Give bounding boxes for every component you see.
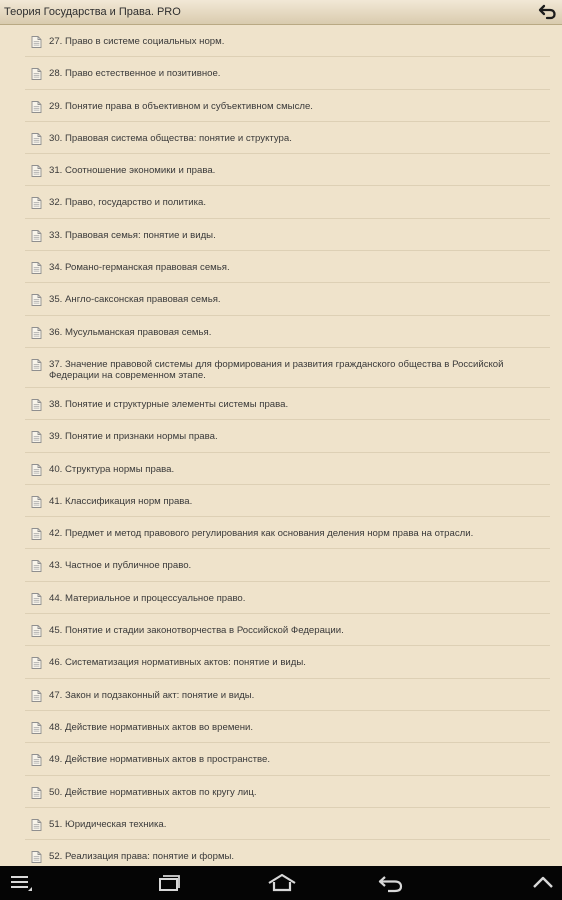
document-icon	[31, 496, 42, 508]
item-title: 39. Понятие и признаки нормы права.	[49, 431, 218, 443]
document-icon	[31, 690, 42, 702]
list-item[interactable]	[0, 122, 562, 154]
list-item[interactable]	[0, 316, 562, 348]
list-item[interactable]	[0, 25, 562, 57]
document-icon	[31, 165, 42, 177]
item-title: 31. Соотношение экономики и права.	[49, 165, 216, 177]
document-icon	[31, 101, 42, 113]
back-nav-button[interactable]	[376, 872, 406, 894]
item-title: 41. Классификация норм права.	[49, 495, 193, 507]
list-item[interactable]	[0, 582, 562, 614]
recent-apps-icon	[157, 872, 187, 894]
item-title: 48. Действие нормативных актов во времени.	[49, 721, 254, 733]
item-title: 49. Действие нормативных актов в пространстве.	[49, 754, 271, 766]
item-title: 34. Романо-германская правовая семья.	[49, 262, 230, 274]
list-item[interactable]	[0, 840, 562, 866]
document-icon	[31, 230, 42, 242]
hide-keyboard-button[interactable]	[531, 872, 555, 894]
list-item[interactable]	[0, 517, 562, 549]
item-title: 50. Действие нормативных актов по кругу лиц.	[49, 786, 257, 798]
item-title: 30. Правовая система общества: понятие и структура.	[49, 132, 292, 144]
back-icon	[376, 872, 406, 894]
list-item[interactable]	[0, 743, 562, 775]
document-icon	[31, 294, 42, 306]
list-item[interactable]	[0, 388, 562, 420]
list-item[interactable]	[0, 776, 562, 808]
list-item[interactable]	[0, 420, 562, 452]
item-title: 44. Материальное и процессуальное право.	[49, 592, 246, 604]
list-item[interactable]	[0, 90, 562, 122]
document-icon	[31, 819, 42, 831]
item-title: 32. Право, государство и политика.	[49, 197, 207, 209]
document-icon	[31, 464, 42, 476]
document-icon	[31, 197, 42, 209]
item-title: 36. Мусульманская правовая семья.	[49, 326, 212, 338]
list-item[interactable]	[0, 348, 562, 388]
item-title: 29. Понятие права в объективном и субъективном смысле.	[49, 100, 313, 112]
list-item[interactable]	[0, 283, 562, 315]
list-item[interactable]	[0, 154, 562, 186]
system-navigation-bar	[0, 866, 562, 900]
list-item[interactable]	[0, 251, 562, 283]
back-arrow-icon	[538, 3, 558, 21]
list-item[interactable]	[0, 808, 562, 840]
list-item[interactable]	[0, 186, 562, 218]
list-item[interactable]	[0, 549, 562, 581]
document-icon	[31, 657, 42, 669]
item-title: 52. Реализация права: понятие и формы.	[49, 851, 235, 863]
item-title: 40. Структура нормы права.	[49, 463, 175, 475]
document-icon	[31, 560, 42, 572]
document-icon	[31, 722, 42, 734]
item-title: 51. Юридическая техника.	[49, 818, 167, 830]
item-title: 43. Частное и публичное право.	[49, 560, 192, 572]
document-icon	[31, 528, 42, 540]
item-title: 33. Правовая семья: понятие и виды.	[49, 229, 216, 241]
menu-button[interactable]	[8, 872, 34, 894]
recent-apps-button[interactable]	[157, 872, 187, 894]
document-icon	[31, 399, 42, 411]
app-titlebar	[0, 0, 562, 25]
app-title: Теория Государства и Права. PRO	[4, 6, 181, 18]
home-button[interactable]	[266, 872, 298, 894]
list-item[interactable]	[0, 646, 562, 678]
document-icon	[31, 133, 42, 145]
list-item[interactable]	[0, 679, 562, 711]
item-title: 47. Закон и подзаконный акт: понятие и виды.	[49, 689, 255, 701]
document-icon	[31, 68, 42, 80]
document-icon	[31, 431, 42, 443]
list-item[interactable]	[0, 219, 562, 251]
document-icon	[31, 359, 42, 371]
document-icon	[31, 787, 42, 799]
list-item[interactable]	[0, 485, 562, 517]
item-title: 28. Право естественное и позитивное.	[49, 68, 221, 80]
list-item[interactable]	[0, 614, 562, 646]
home-icon	[266, 872, 298, 894]
item-title: 38. Понятие и структурные элементы системы права.	[49, 398, 289, 410]
list-item[interactable]	[0, 57, 562, 89]
document-icon	[31, 327, 42, 339]
chevron-up-icon	[531, 872, 555, 894]
item-title: 37. Значение правовой системы для формирования и развития гражданского общества в Российской Федерации на современном этапе.	[49, 358, 504, 381]
item-title: 27. Право в системе социальных норм.	[49, 36, 225, 47]
menu-icon	[8, 872, 34, 894]
list-item[interactable]	[0, 711, 562, 743]
document-icon	[31, 262, 42, 274]
document-icon	[31, 593, 42, 605]
list-item[interactable]	[0, 453, 562, 485]
item-title: 35. Англо-саксонская правовая семья.	[49, 294, 221, 306]
article-list	[0, 25, 562, 866]
item-title: 42. Предмет и метод правового регулирования как основания деления норм права на отрасли.	[49, 528, 474, 540]
document-icon	[31, 625, 42, 637]
document-icon	[31, 36, 42, 48]
back-button[interactable]	[538, 3, 558, 21]
document-icon	[31, 851, 42, 863]
document-icon	[31, 754, 42, 766]
item-title: 45. Понятие и стадии законотворчества в Российской Федерации.	[49, 625, 344, 637]
item-title: 46. Систематизация нормативных актов: понятие и виды.	[49, 657, 306, 669]
